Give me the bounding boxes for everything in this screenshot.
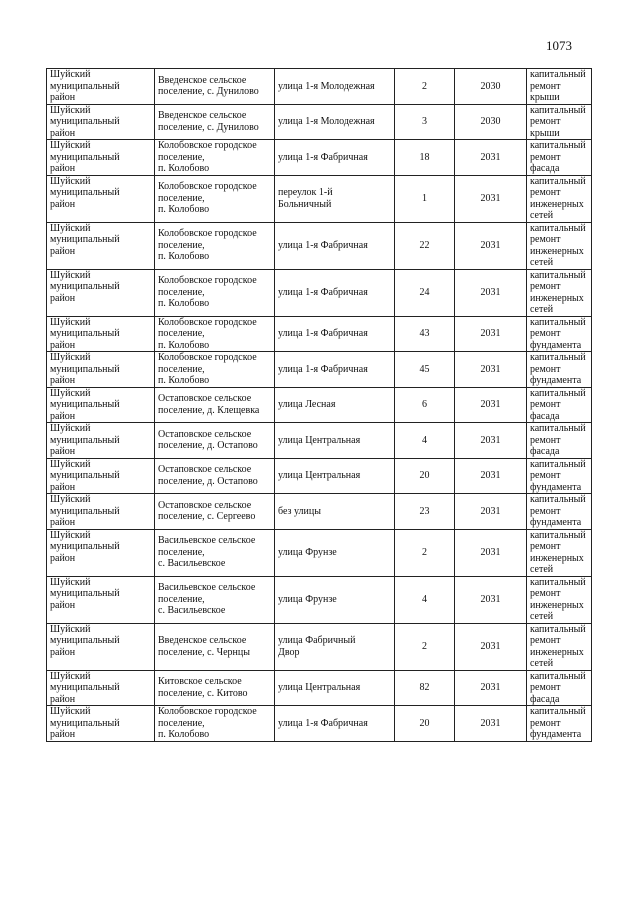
house-number-cell: 2 [395,69,455,105]
work-type-cell: капитальный ремонт фундамента [527,494,592,530]
table-row [47,140,592,176]
district-cell: Шуйский муниципальный район [47,623,155,670]
street-cell: переулок 1-й Больничный [275,175,395,222]
year-cell: 2031 [455,387,527,423]
district-cell: Шуйский муниципальный район [47,104,155,140]
table-row [47,269,592,316]
table-row [47,387,592,423]
year-cell: 2031 [455,269,527,316]
street-cell: улица 1-я Фабричная [275,316,395,352]
street-cell: улица Фрунзе [275,529,395,576]
settlement-cell: Колобовское городское поселение, п. Колобово [155,175,275,222]
settlement-cell: Колобовское городское поселение, п. Колобово [155,269,275,316]
district-cell: Шуйский муниципальный район [47,352,155,388]
year-cell: 2031 [455,623,527,670]
year-cell: 2031 [455,316,527,352]
work-type-cell: капитальный ремонт фундамента [527,316,592,352]
house-number-cell: 2 [395,529,455,576]
settlement-cell: Введенское сельское поселение, с. Чернцы [155,623,275,670]
district-cell: Шуйский муниципальный район [47,494,155,530]
house-number-cell: 43 [395,316,455,352]
district-cell: Шуйский муниципальный район [47,222,155,269]
year-cell: 2030 [455,69,527,105]
house-number-cell: 2 [395,623,455,670]
work-type-cell: капитальный ремонт инженерных сетей [527,222,592,269]
house-number-cell: 3 [395,104,455,140]
year-cell: 2031 [455,458,527,494]
work-type-cell: капитальный ремонт инженерных сетей [527,175,592,222]
settlement-cell: Колобовское городское поселение, п. Колобово [155,352,275,388]
year-cell: 2031 [455,352,527,388]
street-cell: улица Центральная [275,423,395,459]
district-cell: Шуйский муниципальный район [47,269,155,316]
work-type-cell: капитальный ремонт инженерных сетей [527,623,592,670]
work-type-cell: капитальный ремонт инженерных сетей [527,529,592,576]
repair-schedule-table [46,68,592,742]
district-cell: Шуйский муниципальный район [47,423,155,459]
work-type-cell: капитальный ремонт фасада [527,140,592,176]
year-cell: 2031 [455,706,527,742]
house-number-cell: 20 [395,706,455,742]
house-number-cell: 22 [395,222,455,269]
year-cell: 2031 [455,576,527,623]
work-type-cell: капитальный ремонт инженерных сетей [527,269,592,316]
street-cell: улица 1-я Фабричная [275,222,395,269]
district-cell: Шуйский муниципальный район [47,140,155,176]
table-row [47,494,592,530]
settlement-cell: Колобовское городское поселение, п. Колобово [155,222,275,269]
table-row [47,576,592,623]
table-row [47,222,592,269]
table-row [47,423,592,459]
district-cell: Шуйский муниципальный район [47,316,155,352]
house-number-cell: 18 [395,140,455,176]
year-cell: 2031 [455,222,527,269]
year-cell: 2031 [455,175,527,222]
table-row [47,458,592,494]
district-cell: Шуйский муниципальный район [47,576,155,623]
street-cell: улица 1-я Фабричная [275,269,395,316]
table-row [47,104,592,140]
work-type-cell: капитальный ремонт инженерных сетей [527,576,592,623]
settlement-cell: Колобовское городское поселение, п. Колобово [155,316,275,352]
settlement-cell: Васильевское сельское поселение, с. Васильевское [155,576,275,623]
table-row [47,670,592,706]
district-cell: Шуйский муниципальный район [47,706,155,742]
settlement-cell: Остаповское сельское поселение, д. Остапово [155,423,275,459]
street-cell: улица Фабричный Двор [275,623,395,670]
house-number-cell: 24 [395,269,455,316]
street-cell: улица 1-я Фабричная [275,706,395,742]
house-number-cell: 6 [395,387,455,423]
table-row [47,69,592,105]
settlement-cell: Колобовское городское поселение, п. Колобово [155,140,275,176]
settlement-cell: Введенское сельское поселение, с. Дунилово [155,104,275,140]
year-cell: 2030 [455,104,527,140]
year-cell: 2031 [455,494,527,530]
table-row [47,623,592,670]
year-cell: 2031 [455,423,527,459]
settlement-cell: Китовское сельское поселение, с. Китово [155,670,275,706]
table-row [47,316,592,352]
street-cell: улица 1-я Фабричная [275,352,395,388]
house-number-cell: 4 [395,576,455,623]
table-row [47,706,592,742]
street-cell: без улицы [275,494,395,530]
district-cell: Шуйский муниципальный район [47,458,155,494]
house-number-cell: 4 [395,423,455,459]
street-cell: улица Лесная [275,387,395,423]
district-cell: Шуйский муниципальный район [47,175,155,222]
work-type-cell: капитальный ремонт фасада [527,423,592,459]
table-row [47,175,592,222]
street-cell: улица Фрунзе [275,576,395,623]
table-body [47,69,592,742]
district-cell: Шуйский муниципальный район [47,69,155,105]
settlement-cell: Колобовское городское поселение, п. Колобово [155,706,275,742]
work-type-cell: капитальный ремонт фундамента [527,458,592,494]
work-type-cell: капитальный ремонт фундамента [527,706,592,742]
house-number-cell: 82 [395,670,455,706]
street-cell: улица Центральная [275,670,395,706]
street-cell: улица 1-я Молодежная [275,104,395,140]
street-cell: улица 1-я Фабричная [275,140,395,176]
work-type-cell: капитальный ремонт крыши [527,104,592,140]
district-cell: Шуйский муниципальный район [47,387,155,423]
table-row [47,529,592,576]
settlement-cell: Введенское сельское поселение, с. Дунилово [155,69,275,105]
house-number-cell: 20 [395,458,455,494]
house-number-cell: 1 [395,175,455,222]
house-number-cell: 23 [395,494,455,530]
settlement-cell: Остаповское сельское поселение, д. Клещевка [155,387,275,423]
year-cell: 2031 [455,140,527,176]
settlement-cell: Остаповское сельское поселение, с. Сергеево [155,494,275,530]
work-type-cell: капитальный ремонт фасада [527,387,592,423]
settlement-cell: Остаповское сельское поселение, д. Остапово [155,458,275,494]
district-cell: Шуйский муниципальный район [47,670,155,706]
work-type-cell: капитальный ремонт фундамента [527,352,592,388]
settlement-cell: Васильевское сельское поселение, с. Васильевское [155,529,275,576]
year-cell: 2031 [455,670,527,706]
house-number-cell: 45 [395,352,455,388]
work-type-cell: капитальный ремонт фасада [527,670,592,706]
district-cell: Шуйский муниципальный район [47,529,155,576]
table-row [47,352,592,388]
work-type-cell: капитальный ремонт крыши [527,69,592,105]
page-number: 1073 [546,38,572,53]
year-cell: 2031 [455,529,527,576]
street-cell: улица 1-я Молодежная [275,69,395,105]
street-cell: улица Центральная [275,458,395,494]
